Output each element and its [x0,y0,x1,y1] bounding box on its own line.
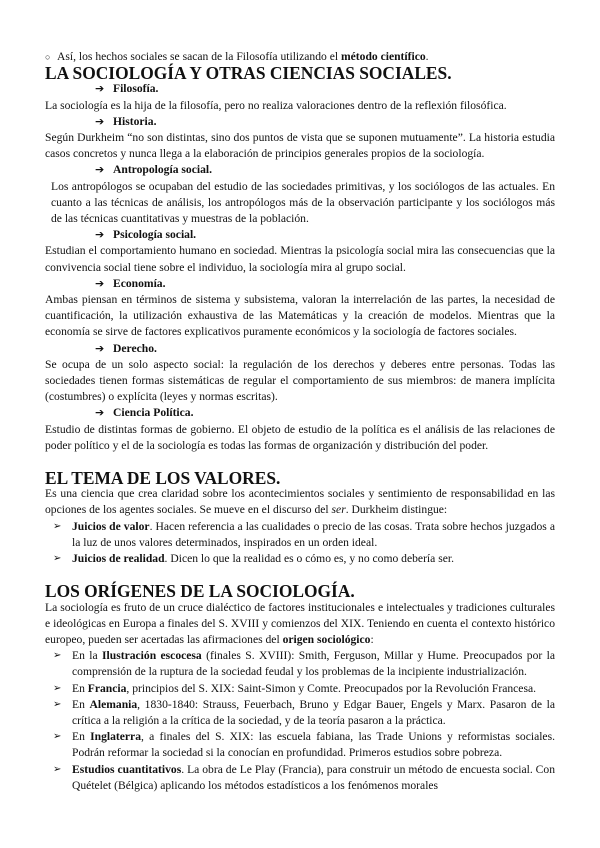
hollow-circle-bullet-icon: ○ [45,52,51,62]
paragraph-derecho: Se ocupa de un solo aspecto social: la regulación de los derechos y deberes entre personas. Todas las sociedades tienen formas sistemáticas de regular el comportamiento de sus miembros: de manera implícita (costumbres) o explícita (leyes y normas escritas). [45,357,555,404]
list-item: ➢ Estudios cuantitativos. La obra de Le Play (Francia), para construir un método de encuesta social. Con Quételet (Bélgica) aplicando los métodos estadísticos a los fenómenos morales [53,762,555,792]
list-item: ➢ Juicios de realidad. Dicen lo que la realidad es o cómo es, y no como debería ser. [45,551,555,567]
paragraph-origenes-intro: La sociología es fruto de un cruce dialéctico de factores institucionales e intelectuales y tradiciones culturales e ideológicas en Europa a finales del S. XVIII y comienzos del XIX. Teniendo en cuenta el contexto histórico europeo, pueden ser acertadas las afirmaciones del origen sociológico: [45,600,555,646]
arrow-right-icon: ➔ [95,163,105,177]
subheading-filosofia: ➔ Filosofía. [45,81,555,97]
subheading-historia: ➔ Historia. [45,114,555,130]
arrowhead-bullet-icon: ➢ [53,698,62,710]
subheading-derecho: ➔ Derecho. [45,341,555,357]
section-heading-origenes: LOS ORÍGENES DE LA SOCIOLOGÍA. [45,581,355,602]
arrowhead-bullet-icon: ➢ [53,650,62,662]
origenes-list [45,648,555,794]
section-heading-valores: EL TEMA DE LOS VALORES. [45,468,281,489]
paragraph-economia: Ambas piensan en términos de sistema y subsistema, valoran la interrelación de las partes, la necesidad de cuantificación, la utilización exhaustiva de las Matemáticas y la creación de modelos. Mientras que la economía se sirve de factores explicativos puramente económicos y la sociología de factores sociales. [45,293,555,339]
subheading-antropologia: ➔ Antropología social. [45,162,555,178]
intro-bullet: ○ Así, los hechos sociales se sacan de la Filosofía utilizando el método científico. [45,49,555,65]
list-item: ➢ En Alemania, 1830-1840: Strauss, Feuerbach, Bruno y Edgar Bauer, Engels y Marx. Pasaron de la crítica a la religión a la crítica de la sociedad, y de la teoría pasaron a la práctica. [53,697,555,727]
arrow-right-icon: ➔ [95,114,105,128]
paragraph-filosofia: La sociología es la hija de la filosofía, pero no realiza valoraciones dentro de la reflexión filosófica. [45,98,507,112]
arrowhead-bullet-icon: ➢ [53,682,62,694]
valores-list [45,519,555,568]
paragraph-antropologia: Los antropólogos se ocupaban del estudio de las sociedades primitivas, y los sociólogos de las actuales. En cuanto a las técnicas de análisis, los antropólogos más de la observación participante y los sociólogos más de las técnicas cuantitativas y muestras de la población. [51,179,555,226]
paragraph-valores-intro: Es una ciencia que crea claridad sobre los acontecimientos sociales y sentimiento de responsabilidad en las opciones de los agentes sociales. Se mueve en el discurso del ser. Durkheim distingue: [45,487,555,517]
arrow-right-icon: ➔ [95,341,105,355]
arrowhead-bullet-icon: ➢ [53,520,62,532]
paragraph-psicologia: Estudian el comportamiento humano en sociedad. Mientras la psicología social mira las consecuencias que la convivencia social tiene sobre el individuo, la sociología mira al grupo social. [45,244,555,274]
list-item: ➢ En Francia, principios del S. XIX: Saint-Simon y Comte. Preocupados por la Revolución Francesa. [45,681,555,697]
subheading-ciencia-politica: ➔ Ciencia Política. [45,405,555,421]
arrow-right-icon: ➔ [95,82,105,96]
document-content [45,49,555,794]
subheading-economia: ➔ Economía. [45,276,555,292]
subheading-psicologia: ➔ Psicología social. [45,227,555,243]
list-item: ➢ Juicios de valor. Hacen referencia a las cualidades o precio de las cosas. Trata sobre hechos juzgados a la luz de unos valores determinados, inspirados en un orden ideal. [53,519,555,549]
list-item: ➢ En la Ilustración escocesa (finales S. XVIII): Smith, Ferguson, Millar y Hume. Preocupados por la comprensión de la ruptura de la sociedad feudal y los problemas de la incipiente industrialización. [53,649,556,679]
arrowhead-bullet-icon: ➢ [53,731,62,743]
arrowhead-bullet-icon: ➢ [53,553,62,565]
arrowhead-bullet-icon: ➢ [53,763,62,775]
paragraph-historia: Según Durkheim “no son distintas, sino dos puntos de vista que se suponen mutuamente”. La historia estudia casos concretos y nunca llega a la elaboración de principios generales propios de la sociología. [45,131,555,161]
arrow-right-icon: ➔ [95,228,105,242]
arrow-right-icon: ➔ [95,406,105,420]
section-heading-sociologia-ciencias: LA SOCIOLOGÍA Y OTRAS CIENCIAS SOCIALES. [45,63,452,84]
arrow-right-icon: ➔ [95,276,105,290]
paragraph-ciencia-politica: Estudio de distintas formas de gobierno. El objeto de estudio de la política es el análisis de las relaciones de poder político y el de la sociología es todas las formas de organización y distribución del poder. [45,422,555,452]
list-item: ➢ En Inglaterra, a finales del S. XIX: las escuela fabiana, las Trade Unions y reformistas sociales. Podrán reformar la sociedad si la conocían en profundidad. Primeros estudios sobre pobreza. [53,730,555,760]
